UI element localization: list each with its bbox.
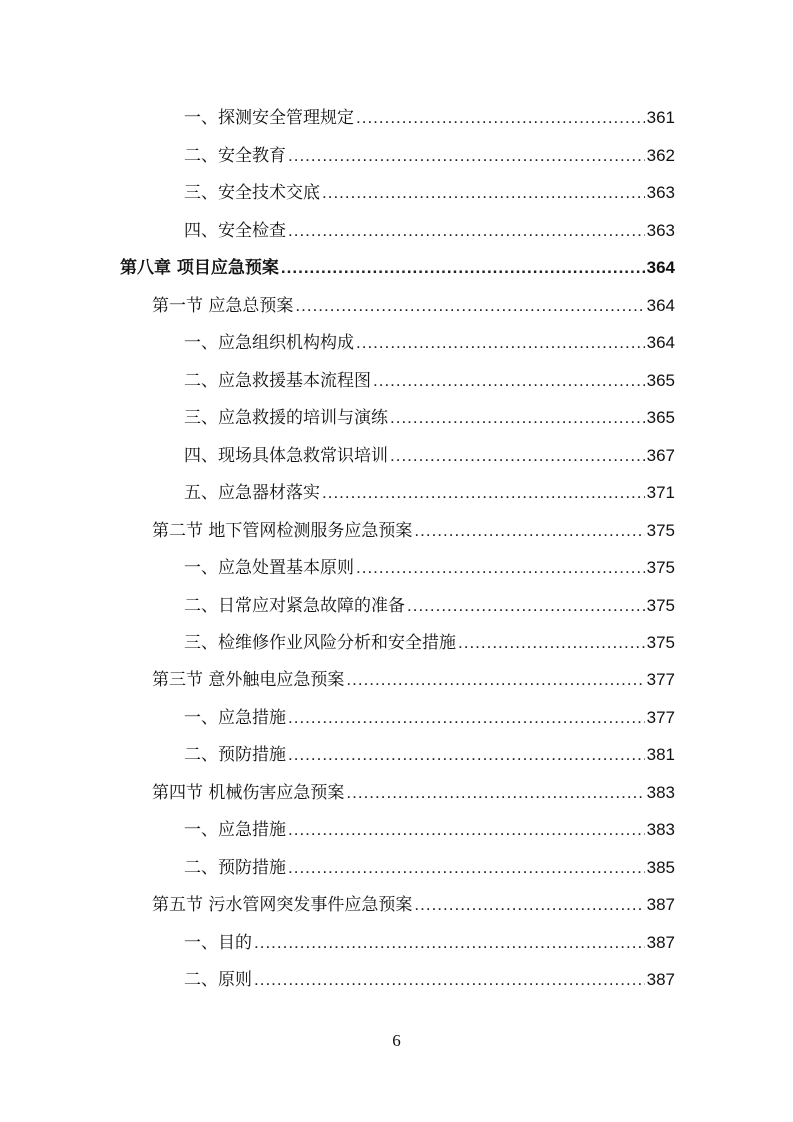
dot-leader — [322, 180, 645, 206]
dot-leader — [288, 855, 645, 881]
toc-entry-label: 二、日常应对紧急故障的准备 — [184, 596, 405, 616]
dot-leader — [288, 218, 645, 244]
toc-section-entry[interactable] — [152, 667, 675, 693]
toc-entry[interactable] — [184, 967, 675, 993]
dot-leader — [288, 705, 645, 731]
toc-entry[interactable] — [184, 368, 675, 394]
toc-entry-label: 第二节 地下管网检测服务应急预案 — [152, 521, 413, 541]
toc-entry-label: 一、探测安全管理规定 — [184, 108, 354, 128]
toc-entry-label: 四、安全检查 — [184, 221, 286, 241]
toc-entry[interactable] — [184, 218, 675, 244]
dot-leader — [288, 817, 645, 843]
toc-entry-page: 362 — [646, 146, 675, 165]
dot-leader — [390, 405, 645, 431]
dot-leader — [356, 555, 645, 581]
dot-leader — [407, 593, 645, 619]
dot-leader — [373, 368, 645, 394]
toc-entry-page: 387 — [646, 933, 675, 952]
toc-entry-label: 四、现场具体急救常识培训 — [184, 446, 388, 466]
toc-entry-label: 第一节 应急总预案 — [152, 296, 294, 316]
toc-entry[interactable] — [184, 143, 675, 169]
toc-entry[interactable] — [184, 817, 675, 843]
toc-entry-label: 二、原则 — [184, 970, 252, 990]
toc-entry-page: 367 — [646, 446, 675, 465]
toc-entry[interactable] — [184, 480, 675, 506]
toc-entry[interactable] — [184, 705, 675, 731]
toc-entry-page: 381 — [646, 745, 675, 764]
toc-entry-label: 一、应急组织机构构成 — [184, 333, 354, 353]
toc-entry-page: 364 — [646, 333, 675, 352]
toc-entry-label: 二、预防措施 — [184, 858, 286, 878]
dot-leader — [356, 105, 645, 131]
toc-entry-page: 387 — [646, 970, 675, 989]
toc-entry[interactable] — [184, 443, 675, 469]
toc-entry[interactable] — [184, 630, 675, 656]
dot-leader — [254, 967, 645, 993]
toc-section-entry[interactable] — [152, 780, 675, 806]
toc-entry-label: 二、安全教育 — [184, 146, 286, 166]
toc-entry[interactable] — [184, 593, 675, 619]
toc-section-entry[interactable] — [152, 293, 675, 319]
toc-entry-label: 五、应急器材落实 — [184, 483, 320, 503]
toc-section-entry[interactable] — [152, 518, 675, 544]
toc-entry-label: 二、应急救援基本流程图 — [184, 371, 371, 391]
toc-entry-page: 371 — [646, 483, 675, 502]
dot-leader — [295, 293, 644, 319]
toc-entry-label: 一、目的 — [184, 933, 252, 953]
toc-entry-label: 一、应急措施 — [184, 820, 286, 840]
toc-entry-label: 三、检维修作业风险分析和安全措施 — [184, 633, 456, 653]
page-number: 6 — [392, 1031, 401, 1050]
toc-entry-page: 375 — [646, 521, 675, 540]
dot-leader — [288, 143, 645, 169]
toc-entry-label: 二、预防措施 — [184, 745, 286, 765]
toc-entry-label: 三、安全技术交底 — [184, 183, 320, 203]
toc-section-entry[interactable] — [152, 892, 675, 918]
toc-entry-page: 383 — [646, 783, 675, 802]
toc-entry[interactable] — [184, 930, 675, 956]
dot-leader — [281, 255, 645, 281]
toc-entry-page: 365 — [646, 371, 675, 390]
toc-entry-label: 第四节 机械伤害应急预案 — [152, 783, 345, 803]
dot-leader — [322, 480, 645, 506]
toc-chapter-entry[interactable] — [120, 255, 675, 281]
toc-entry[interactable] — [184, 180, 675, 206]
toc-entry-page: 375 — [646, 558, 675, 577]
toc-entry[interactable] — [184, 105, 675, 131]
dot-leader — [346, 780, 644, 806]
dot-leader — [414, 892, 644, 918]
toc-entry-label: 三、应急救援的培训与演练 — [184, 408, 388, 428]
toc-entry[interactable] — [184, 405, 675, 431]
toc-entry-page: 364 — [646, 258, 675, 277]
toc-entry-page: 383 — [646, 820, 675, 839]
toc-entry-label: 第三节 意外触电应急预案 — [152, 670, 345, 690]
dot-leader — [356, 330, 645, 356]
dot-leader — [346, 667, 644, 693]
toc-entry-page: 363 — [646, 183, 675, 202]
toc-entry[interactable] — [184, 855, 675, 881]
toc-entry-label: 一、应急措施 — [184, 708, 286, 728]
toc-entry-page: 364 — [646, 296, 675, 315]
toc-entry-page: 377 — [646, 670, 675, 689]
toc-entry-page: 387 — [646, 895, 675, 914]
dot-leader — [288, 742, 645, 768]
toc-entry-label: 第五节 污水管网突发事件应急预案 — [152, 895, 413, 915]
dot-leader — [254, 930, 645, 956]
toc-entry-page: 385 — [646, 858, 675, 877]
toc-entry[interactable] — [184, 330, 675, 356]
dot-leader — [458, 630, 645, 656]
toc-entry-label: 一、应急处置基本原则 — [184, 558, 354, 578]
toc-entry[interactable] — [184, 555, 675, 581]
toc-entry[interactable] — [184, 742, 675, 768]
toc-entry-label: 第八章 项目应急预案 — [120, 258, 279, 278]
toc-entry-page: 365 — [646, 408, 675, 427]
toc-entry-page: 375 — [646, 633, 675, 652]
toc-entry-page: 363 — [646, 221, 675, 240]
dot-leader — [414, 518, 644, 544]
toc-entry-page: 375 — [646, 596, 675, 615]
toc-entry-page: 377 — [646, 708, 675, 727]
toc-entry-page: 361 — [646, 108, 675, 127]
dot-leader — [390, 443, 645, 469]
